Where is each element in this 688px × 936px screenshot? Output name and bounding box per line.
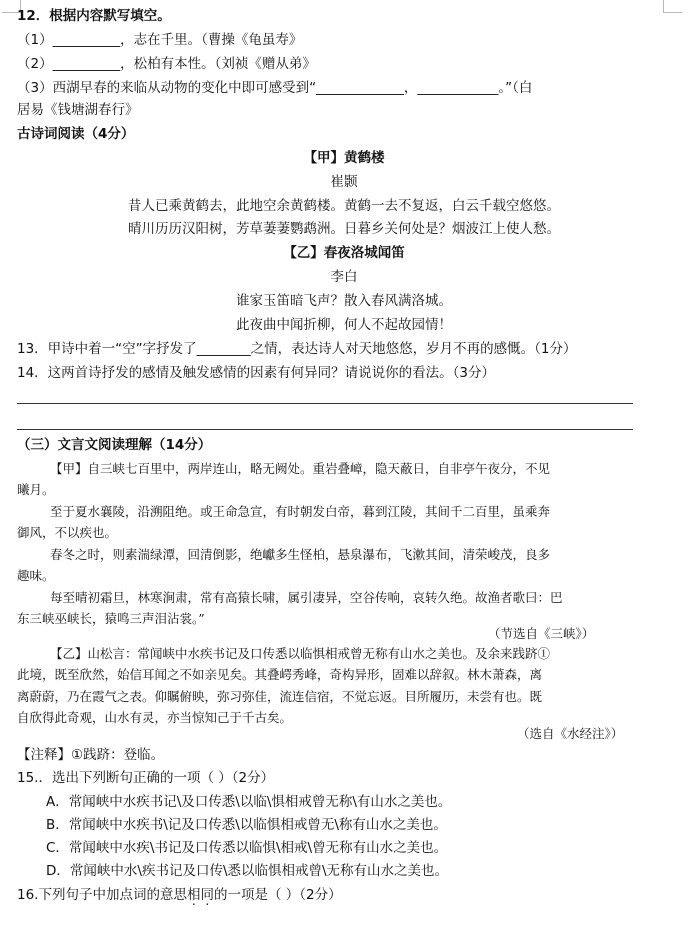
passage-jia-p3-cont: 趣味。 (17, 568, 55, 583)
q12-line-1: （1）__________，志在千里。（曹操《龟虽寿》 (17, 32, 303, 48)
passage-yi-p1-cont: 离蔚蔚，乃在霞气之表。仰瞩俯映，弥习弥佳，流连信宿，不觉忘返。目所履历，未尝有也。既 (17, 689, 543, 704)
source-shuijingzhu: （选自《水经注》） (517, 726, 624, 741)
passage-jia-p1: 【甲】自三峡七百里中，两岸连山，略无阙处。重岩叠嶂，隐天蔽日，自非亭午夜分，不见 (50, 461, 551, 476)
q12-line-2: （2）__________，松柏有本性。（刘祯《赠从弟》 (17, 56, 316, 72)
passage-yi-p1-cont: 此境，既至欣然，始信耳闻之不如亲见矣。其叠崿秀峰，奇构异形，固难以辞叙。林木萧森，离 (17, 667, 543, 682)
question-14: 14．这两首诗抒发的感情及触发感情的因素有何异同？请说说你的看法。（3分） (17, 365, 496, 381)
poem-yi-line-2: 此夜曲中闻折柳，何人不起故园情！ (236, 317, 452, 333)
poem-jia-line-1: 昔人已乘黄鹤去，此地空余黄鹤楼。黄鹤一去不复返，白云千载空悠悠。 (128, 198, 560, 214)
q16-text-post: 的一项是（ ）（2分） (213, 887, 342, 903)
question-16 (17, 885, 342, 905)
passage-jia-p1-cont: 曦月。 (17, 482, 55, 497)
passage-jia-p3: 春冬之时，则素湍绿潭，回清倒影，绝巘多生怪柏，悬泉瀑布，飞漱其间，清荣峻茂，良多 (50, 547, 551, 562)
passage-yi-p1-cont: 自欣得此奇观，山水有灵，亦当惊知己于千古矣。 (17, 710, 293, 725)
q15-option-a[interactable]: A．常闻峡中水疾书记\及口传悉\以临\惧相戒曾无称\有山水之美也。 (46, 794, 452, 810)
page-corner-mark (663, 0, 682, 13)
q12-line-3: （3）西湖早春的来临从动物的变化中即可感受到“_____________，____________。”（白 (17, 80, 533, 96)
q16-dotted-char: 相 (186, 887, 201, 903)
passage-jia-p2-cont: 御风，不以疾也。 (17, 525, 118, 540)
passage-jia-p2: 至于夏水襄陵，沿溯阻绝。或王命急宣，有时朝发白帝，暮到江陵，其间千二百里，虽乘奔 (50, 504, 551, 519)
q12-line-3-cont: 居易《钱塘湖春行》 (17, 102, 139, 118)
source-sanxia: （节选自《三峡》） (488, 626, 595, 641)
question-15: 15.．选出下列断句正确的一项（ ）（2分） (17, 770, 275, 786)
q15-option-d[interactable]: D．常闻峡中水\疾书记及口传\悉以临惧相戒曾\无称有山水之美也。 (46, 863, 449, 879)
q16-text-pre: 16.下列句子中加点词的意思 (17, 887, 187, 903)
poem-jia-line-2: 晴川历历汉阳树，芳草萋萋鹦鹉洲。日暮乡关何处是？烟波江上使人愁。 (128, 221, 560, 237)
poem-yi-line-1: 谁家玉笛暗飞声？散入春风满洛城。 (236, 293, 452, 309)
passage-jia-p4-cont: 东三峡巫峡长，猿鸣三声泪沾裳。” (17, 611, 205, 626)
annotation-note: 【注释】①践跻：登临。 (17, 747, 165, 763)
q15-option-b[interactable]: B．常闻峡中水疾书\记及口传悉\以临惧相戒曾无\称有山水之美也。 (46, 817, 447, 833)
poem-yi-author: 李白 (330, 269, 358, 285)
q16-dotted-char: 同 (200, 887, 214, 903)
poem-jia-title: 【甲】黄鹤楼 (303, 150, 385, 166)
answer-line (17, 429, 633, 430)
poem-jia-author: 崔颢 (330, 174, 358, 190)
q15-option-c[interactable]: C．常闻峡中水疾\书记及口传悉以临惧\相戒\曾无称有山水之美也。 (46, 840, 448, 856)
question-13: 13．甲诗中着一“空”字抒发了________之情，表达诗人对天地悠悠，岁月不再的感慨。（1分） (17, 341, 577, 357)
passage-jia-p4: 每至晴初霜旦，林寒涧肃，常有高猿长啸，属引凄异，空谷传响，哀转久绝。故渔者歌曰：巴 (50, 590, 563, 605)
passage-yi-p1: 【乙】山松言：常闻峡中水疾书记及口传悉以临惧相戒曾无称有山水之美也。及余来践跻① (50, 646, 551, 661)
classical-heading: （三）文言文阅读理解（14分） (17, 437, 212, 453)
poetry-heading: 古诗词阅读（4分） (17, 126, 135, 142)
poem-yi-title: 【乙】春夜洛城闻笛 (283, 245, 405, 261)
answer-line (17, 403, 633, 404)
q12-title: 12．根据内容默写填空。 (17, 8, 171, 24)
